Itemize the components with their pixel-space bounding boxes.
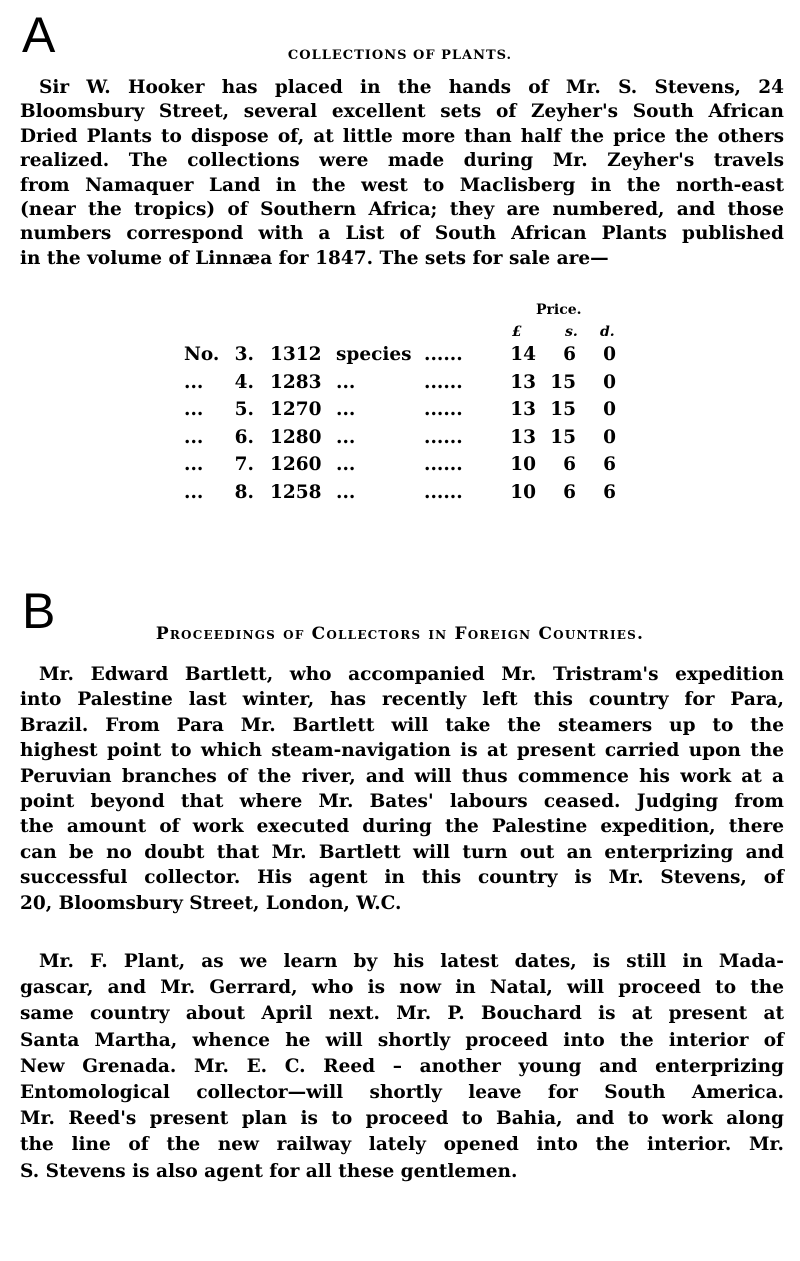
row-pounds: 13 [510, 371, 536, 393]
row-shillings: 6 [563, 344, 576, 365]
row-number: 6. [234, 426, 254, 448]
bartlett-paragraph [20, 662, 784, 916]
row-prefix: ... [184, 371, 204, 393]
row-species-count: 1280 [270, 426, 322, 448]
row-pounds: 14 [510, 344, 536, 365]
paragraph-line: same country about April next. Mr. P. Bouchard is at present at [20, 1003, 784, 1025]
paragraph-line: point beyond that where Mr. Bates' labours ceased. Judging from [20, 791, 784, 813]
row-pounds: 10 [510, 454, 536, 475]
paragraph-line: in the volume of Linnæa for 1847. The sets for sale are— [20, 247, 609, 269]
row-pence: 0 [603, 344, 616, 365]
panel-letter-a: A [22, 7, 56, 63]
paragraph-line: from Namaquer Land in the west to Maclisberg in the north-east [20, 174, 784, 196]
row-pence: 6 [603, 454, 616, 475]
unit-pence: d. [600, 324, 615, 340]
price-caption: Price. [536, 302, 582, 318]
row-prefix: ... [184, 481, 204, 503]
paragraph-line: New Grenada. Mr. E. C. Reed – another young and enterprizing [20, 1055, 784, 1077]
row-number: 4. [234, 371, 254, 393]
row-pounds: 10 [510, 481, 536, 503]
row-shillings: 6 [563, 454, 576, 475]
paragraph-line: gascar, and Mr. Gerrard, who is now in Natal, will proceed to the [20, 977, 784, 999]
row-prefix: No. [184, 344, 220, 365]
panel-letter-b: B [22, 583, 56, 639]
row-description: ... [336, 371, 356, 393]
row-leader-dots: ...... [424, 371, 463, 393]
row-description: ... [336, 399, 356, 420]
row-description: ... [336, 454, 356, 475]
row-number: 3. [234, 344, 254, 365]
row-species-count: 1312 [270, 344, 322, 365]
price-table [0, 300, 800, 510]
heading-collections-of-plants: COLLECTIONS OF PLANTS. [287, 48, 513, 63]
paragraph-line: Brazil. From Para Mr. Bartlett will take the steamers up to the [20, 714, 784, 736]
paragraph-line: Dried Plants to dispose of, at little more than half the price the others [20, 125, 784, 147]
row-prefix: ... [184, 454, 204, 475]
row-pounds: 13 [510, 426, 536, 448]
row-pounds: 13 [510, 399, 536, 420]
row-description: ... [336, 481, 356, 503]
paragraph-line: successful collector. His agent in this country is Mr. Stevens, of [20, 867, 784, 889]
row-number: 7. [234, 454, 254, 475]
paragraph-line: can be no doubt that Mr. Bartlett will turn out an enterprizing and [20, 841, 784, 863]
paragraph-line: S. Stevens is also agent for all these gentlemen. [20, 1160, 518, 1182]
row-shillings: 6 [563, 481, 576, 503]
row-description: species [336, 344, 412, 365]
row-number: 8. [234, 481, 254, 503]
row-pence: 0 [603, 426, 616, 448]
paragraph-line: Mr. Edward Bartlett, who accompanied Mr. Tristram's expedition [39, 664, 784, 685]
row-pence: 0 [603, 371, 616, 393]
row-shillings: 15 [550, 371, 576, 393]
row-leader-dots: ...... [424, 481, 463, 503]
row-species-count: 1258 [270, 481, 322, 503]
row-prefix: ... [184, 399, 204, 420]
row-prefix: ... [184, 426, 204, 448]
unit-pounds: £ [512, 324, 522, 340]
row-number: 5. [234, 399, 254, 420]
paragraph-line: Mr. Reed's present plan is to proceed to Bahia, and to work along [20, 1108, 784, 1130]
paragraph-line: Sir W. Hooker has placed in the hands of Mr. S. Stevens, 24 [39, 77, 784, 98]
paragraph-line: Santa Martha, whence he will shortly proceed into the interior of [20, 1029, 784, 1051]
paragraph-line: Entomological collector—will shortly leave for South America. [20, 1082, 784, 1104]
row-species-count: 1283 [270, 371, 322, 393]
row-leader-dots: ...... [424, 426, 463, 448]
collectors-paragraph [20, 949, 784, 1185]
row-shillings: 15 [550, 426, 576, 448]
row-shillings: 15 [550, 399, 576, 420]
row-leader-dots: ...... [424, 399, 463, 420]
row-species-count: 1260 [270, 454, 322, 475]
collections-paragraph [20, 76, 784, 271]
row-pence: 0 [603, 399, 616, 420]
row-description: ... [336, 426, 356, 448]
paragraph-line: Mr. F. Plant, as we learn by his latest dates, is still in Mada- [39, 951, 784, 972]
row-pence: 6 [603, 481, 616, 503]
paragraph-line: the amount of work executed during the Palestine expedition, there [20, 816, 784, 838]
paragraph-line: Bloomsbury Street, several excellent sets of Zeyher's South African [20, 101, 784, 123]
paragraph-line: realized. The collections were made during Mr. Zeyher's travels [20, 150, 784, 172]
paragraph-line: numbers correspond with a List of South African Plants published [20, 223, 784, 245]
paragraph-line: into Palestine last winter, has recently left this country for Para, [20, 689, 784, 711]
paragraph-line: (near the tropics) of Southern Africa; they are numbered, and those [20, 199, 784, 221]
row-leader-dots: ...... [424, 454, 463, 475]
row-leader-dots: ...... [424, 344, 463, 365]
paragraph-line: 20, Bloomsbury Street, London, W.C. [20, 892, 402, 914]
paragraph-line: Peruvian branches of the river, and will thus commence his work at a [20, 765, 784, 787]
paragraph-line: the line of the new railway lately opened into the interior. Mr. [20, 1134, 784, 1156]
heading-proceedings-of-collectors: Proceedings of Collectors in Foreign Countries. [155, 624, 645, 644]
paragraph-line: highest point to which steam-navigation is at present carried upon the [20, 740, 784, 762]
row-species-count: 1270 [270, 399, 322, 420]
unit-shillings: s. [565, 324, 578, 340]
